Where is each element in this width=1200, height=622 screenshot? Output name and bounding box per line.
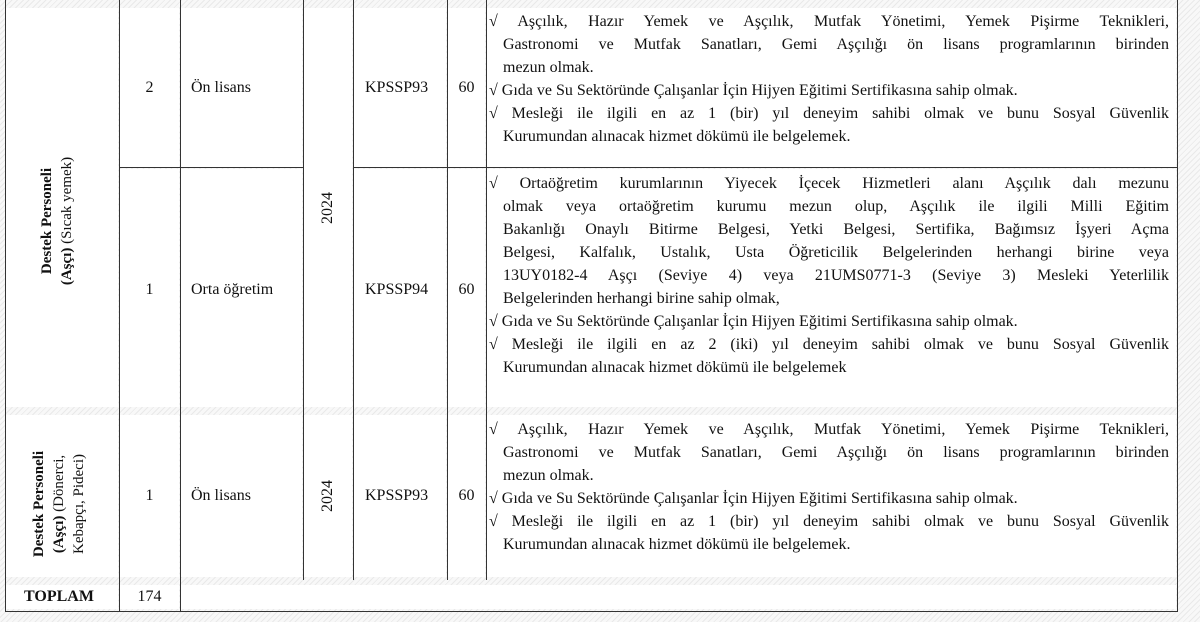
grid-line xyxy=(119,167,304,168)
grid-line xyxy=(5,0,6,611)
grid-line xyxy=(5,611,1178,612)
requirement-line: olmak veya ortaöğretim kurumu mezun olup, Aşçılık ile ilgili Milli Eğitim xyxy=(503,198,1169,215)
requirement-line: √ Aşçılık, Hazır Yemek ve Aşçılık, Mutfak Yönetimi, Yemek Pişirme Teknikleri, xyxy=(489,421,1169,438)
education-value-1: Ön lisans xyxy=(191,79,251,96)
requirement-line: √ Mesleği ile ilgili en az 1 (bir) yıl deneyim sahibi olmak ve bunu Sosyal Güvenlik xyxy=(489,105,1169,122)
requirement-line: Belgelerinden herhangi birine sahip olmak, xyxy=(503,290,780,307)
requirement-line: √ Gıda ve Su Sektöründe Çalışanlar İçin Hijyen Eğitimi Sertifikasına sahip olmak. xyxy=(489,490,1018,507)
requirement-line: √ Mesleği ile ilgili en az 2 (iki) yıl deneyim sahibi olmak ve bunu Sosyal Güvenlik xyxy=(489,336,1169,353)
requirement-line: Bakanlığı Onaylı Bitirme Belgesi, Yetki Belgesi, Sertifika, Bağımsız İşyeri Açma xyxy=(503,221,1169,238)
year-value-3: 2024 xyxy=(319,480,336,512)
requirements-list-2 xyxy=(489,172,1169,379)
requirement-line: Kurumundan alınacak hizmet dökümü ile belgelemek. xyxy=(503,128,851,145)
requirement-line: Gastronomi ve Mutfak Sanatları, Gemi Aşçılığı ön lisans programlarının birinden xyxy=(503,444,1169,461)
requirement-line: √ Aşçılık, Hazır Yemek ve Aşçılık, Mutfak Yönetimi, Yemek Pişirme Teknikleri, xyxy=(489,13,1169,30)
requirement-line: √ Gıda ve Su Sektöründe Çalışanlar İçin Hijyen Eğitimi Sertifikasına sahip olmak. xyxy=(489,313,1018,330)
requirement-line: Belgesi, Kalfalık, Ustalık, Usta Öğreticilik Belgelerinden herhangi birine veya xyxy=(503,244,1169,261)
grid-line xyxy=(180,0,181,611)
requirement-line: Kurumundan alınacak hizmet dökümü ile belgelemek xyxy=(503,359,847,376)
min-score-2: 60 xyxy=(458,281,475,298)
requirement-line: √ Mesleği ile ilgili en az 1 (bir) yıl deneyim sahibi olmak ve bunu Sosyal Güvenlik xyxy=(489,513,1169,530)
exam-code-1: KPSSP93 xyxy=(365,79,429,96)
exam-code-3: KPSSP93 xyxy=(365,487,429,504)
requirement-line: Kurumundan alınacak hizmet dökümü ile belgelemek. xyxy=(503,536,851,553)
year-value-1: 2024 xyxy=(319,192,336,224)
grid-line xyxy=(353,167,1177,168)
grid-line xyxy=(1177,0,1178,611)
requirement-line: √ Ortaöğretim kurumlarının Yiyecek İçecek Hizmetleri alanı Aşçılık dalı mezunu xyxy=(489,175,1169,192)
count-value-2: 1 xyxy=(145,281,154,298)
grid-line xyxy=(486,0,487,580)
education-value-2: Orta öğretim xyxy=(191,281,274,298)
category-label-3: Destek Personeli (Aşçı) (Dönerci, Kebapçı, Pideci) xyxy=(31,450,87,558)
total-value: 174 xyxy=(137,588,162,605)
requirement-line: Gastronomi ve Mutfak Sanatları, Gemi Aşçılığı ön lisans programlarının birinden xyxy=(503,36,1169,53)
grid-line xyxy=(353,0,354,580)
exam-code-2: KPSSP94 xyxy=(365,281,429,298)
grid-line xyxy=(303,0,304,580)
min-score-3: 60 xyxy=(458,487,475,504)
requirement-line: √ Gıda ve Su Sektöründe Çalışanlar İçin Hijyen Eğitimi Sertifikasına sahip olmak. xyxy=(489,82,1018,99)
requirement-line: mezun olmak. xyxy=(503,59,594,76)
total-label: TOPLAM xyxy=(24,588,94,605)
requirements-list-3 xyxy=(489,418,1169,556)
count-value-1: 2 xyxy=(145,79,154,96)
total-empty-cell xyxy=(181,585,1176,609)
requirements-list-1 xyxy=(489,10,1169,148)
min-score-1: 60 xyxy=(458,79,475,96)
requirement-line: mezun olmak. xyxy=(503,467,594,484)
education-value-3: Ön lisans xyxy=(191,487,251,504)
requirement-line: 13UY0182-4 Aşçı (Seviye 4) veya 21UMS0771-3 (Seviye 3) Mesleki Yeterlilik xyxy=(503,267,1169,284)
count-value-3: 1 xyxy=(145,487,154,504)
category-label-1: Destek Personeli (Aşçı) (Sıcak yemek) xyxy=(39,156,75,286)
